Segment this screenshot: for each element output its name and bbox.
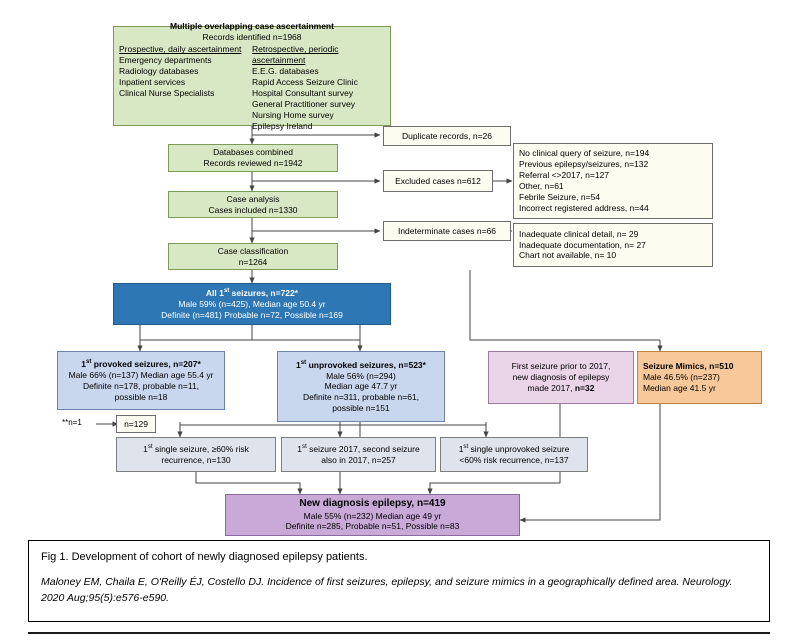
low-risk-line1-sup: st bbox=[463, 443, 469, 451]
caption-figure-line: Fig 1. Development of cohort of newly diagnosed epilepsy patients. bbox=[41, 551, 368, 563]
node-indeterminate-cases bbox=[383, 221, 511, 241]
node-new-diagnosis-epilepsy bbox=[225, 494, 520, 536]
unprovoked-line3: Median age 47.7 yr bbox=[324, 381, 398, 392]
all-seizures-line1-pre: All 1 bbox=[205, 288, 224, 299]
excluded-reason-5: Incorrect registered address, n=44 bbox=[519, 202, 649, 213]
ascertainment-left-item-3: Clinical Nurse Specialists bbox=[119, 87, 215, 98]
node-excluded-reasons bbox=[513, 143, 713, 219]
prior2017-line3-pre: made 2017, bbox=[527, 382, 575, 393]
node-indeterminate-reasons bbox=[513, 223, 713, 267]
node-second-seizure-2017 bbox=[281, 437, 436, 472]
excluded-reason-2: Referral <>2017, n=127 bbox=[519, 170, 610, 181]
indeterminate-cases-label: Indeterminate cases n=66 bbox=[397, 225, 497, 236]
unprovoked-line1-post: unprovoked seizures, n=523* bbox=[306, 359, 426, 370]
ascertainment-left-item-0: Emergency departments bbox=[119, 55, 212, 66]
excluded-reason-1: Previous epilepsy/seizures, n=132 bbox=[519, 159, 649, 170]
node-excluded-cases bbox=[383, 170, 493, 192]
low-risk-line1-pre: 1 bbox=[458, 444, 464, 455]
case-analysis-line-0: Case analysis bbox=[226, 193, 280, 204]
new-diagnosis-line1: New diagnosis epilepsy, n=419 bbox=[299, 497, 446, 509]
high-risk-line1-post: single seizure, ≥60% risk bbox=[152, 444, 249, 455]
provoked-line4: possible n=18 bbox=[114, 391, 168, 402]
new-diagnosis-line2: Male 55% (n=232) Median age 49 yr bbox=[303, 510, 442, 521]
ascertainment-right-item-1: Rapid Access Seizure Clinic bbox=[252, 77, 358, 87]
ascertainment-right-item-0: E.E.G. databases bbox=[252, 66, 319, 77]
unprovoked-line2: Male 56% (n=294) bbox=[326, 370, 396, 381]
node-case-analysis bbox=[168, 191, 338, 218]
ascertainment-right-item-3: General Practitioner survey bbox=[252, 98, 355, 109]
excluded-reason-0: No clinical query of seizure, n=194 bbox=[519, 148, 650, 159]
node-single-seizure-high-risk bbox=[116, 437, 276, 472]
all-seizures-line2: Male 59% (n=425), Median age 50.4 yr bbox=[178, 298, 326, 309]
ascertainment-right-item-5: Epilepsy Ireland bbox=[252, 120, 313, 131]
ascertainment-left-heading: Prospective, daily ascertainment bbox=[119, 44, 242, 55]
case-analysis-line-1: Cases included n=1330 bbox=[208, 204, 298, 215]
ascertainment-left-item-1: Radiology databases bbox=[119, 66, 199, 77]
ascertainment-title: Multiple overlapping case ascertainment bbox=[170, 20, 334, 31]
bottom-rule bbox=[28, 632, 770, 634]
case-classification-line-1: n=1264 bbox=[238, 256, 268, 267]
note-n129-label: n=129 bbox=[124, 418, 148, 429]
prior2017-line2: new diagnosis of epilepsy bbox=[512, 372, 610, 383]
case-classification-line-0: Case classification bbox=[217, 245, 289, 256]
indeterminate-reason-1: Inadequate documentation, n= 27 bbox=[519, 239, 646, 250]
node-first-seizure-prior-2017 bbox=[488, 351, 634, 404]
indeterminate-reason-2: Chart not available, n= 10 bbox=[519, 250, 617, 261]
node-provoked-seizures bbox=[57, 351, 225, 410]
ascertainment-right-heading: Retrospective, periodic ascertainment bbox=[252, 44, 339, 66]
low-risk-line2: <60% risk recurrence, n=137 bbox=[459, 454, 569, 465]
ascertainment-right-item-2: Hospital Consultant survey bbox=[252, 87, 354, 98]
note-n129 bbox=[116, 415, 156, 433]
indeterminate-reason-0: Inadequate clinical detail, n= 29 bbox=[519, 228, 639, 239]
node-unprovoked-seizures bbox=[277, 351, 445, 422]
all-seizures-line1-sup: st bbox=[223, 287, 230, 295]
unprovoked-line1-pre: 1 bbox=[296, 359, 301, 370]
node-databases-combined bbox=[168, 144, 338, 172]
unprovoked-line1-sup: st bbox=[300, 358, 307, 366]
new-diagnosis-line3: Definite n=285, Probable n=51, Possible n=83 bbox=[285, 521, 460, 532]
figure-caption bbox=[28, 540, 770, 622]
node-case-ascertainment bbox=[113, 20, 391, 131]
high-risk-line1-sup: st bbox=[147, 443, 153, 451]
excluded-cases-label: Excluded cases n=612 bbox=[395, 175, 481, 186]
provoked-line3: Definite n=178, probable n=11, bbox=[82, 380, 200, 391]
databases-combined-line-1: Records reviewed n=1942 bbox=[203, 158, 303, 168]
provoked-line1-pre: 1 bbox=[81, 359, 86, 370]
second2017-line1-post: seizure 2017, second seizure bbox=[306, 444, 420, 455]
mimics-line3: Median age 41.5 yr bbox=[643, 382, 716, 393]
mimics-line1: Seizure Mimics, n=510 bbox=[643, 361, 734, 372]
databases-combined-line-0: Databases combined bbox=[213, 147, 293, 158]
node-case-classification bbox=[168, 243, 338, 270]
provoked-line2: Male 66% (n=137) Median age 55.4 yr bbox=[68, 370, 214, 381]
ascertainment-subtitle: Records identified n=1968 bbox=[202, 31, 302, 42]
second2017-line2: also in 2017, n=257 bbox=[321, 454, 396, 465]
prior2017-line1: First seizure prior to 2017, bbox=[511, 361, 611, 372]
duplicate-records-label: Duplicate records, n=26 bbox=[401, 130, 492, 141]
excluded-reason-3: Other, n=61 bbox=[519, 181, 564, 191]
provoked-line1-post: provoked seizures, n=207* bbox=[91, 359, 201, 370]
low-risk-line1-post: single unprovoked seizure bbox=[468, 444, 570, 455]
ascertainment-right-item-4: Nursing Home survey bbox=[252, 109, 334, 120]
provoked-line1-sup: st bbox=[85, 358, 92, 366]
second2017-line1-pre: 1 bbox=[297, 444, 303, 455]
high-risk-line2: recurrence, n=130 bbox=[161, 454, 231, 465]
note-double-star: **n=1 bbox=[62, 418, 82, 427]
all-seizures-line3: Definite (n=481) Probable n=72, Possible n=169 bbox=[161, 309, 343, 320]
node-seizure-mimics bbox=[637, 351, 762, 404]
unprovoked-line4: Definite n=311, probable n=61, bbox=[302, 392, 420, 403]
ascertainment-left-item-2: Inpatient services bbox=[119, 77, 186, 87]
second2017-line1-sup: st bbox=[302, 443, 307, 451]
caption-citation: Maloney EM, Chaila E, O'Reilly ÉJ, Costello DJ. Incidence of first seizures, epilepsy, and seizure mimics in a geographically defined area. Neurology. 2020 Aug;95(5):e576-e590. bbox=[41, 576, 733, 604]
node-duplicate-records bbox=[383, 126, 511, 146]
node-single-seizure-low-risk bbox=[440, 437, 588, 472]
high-risk-line1-pre: 1 bbox=[143, 444, 148, 455]
excluded-reason-4: Febrile Seizure, n=54 bbox=[519, 191, 601, 202]
mimics-line2: Male 46.5% (n=237) bbox=[643, 372, 720, 383]
node-all-first-seizures bbox=[113, 283, 391, 325]
prior2017-line3-bold: n=32 bbox=[574, 382, 595, 393]
all-seizures-line1-post: seizures, n=722* bbox=[229, 288, 299, 299]
unprovoked-line5: possible n=151 bbox=[332, 403, 390, 414]
